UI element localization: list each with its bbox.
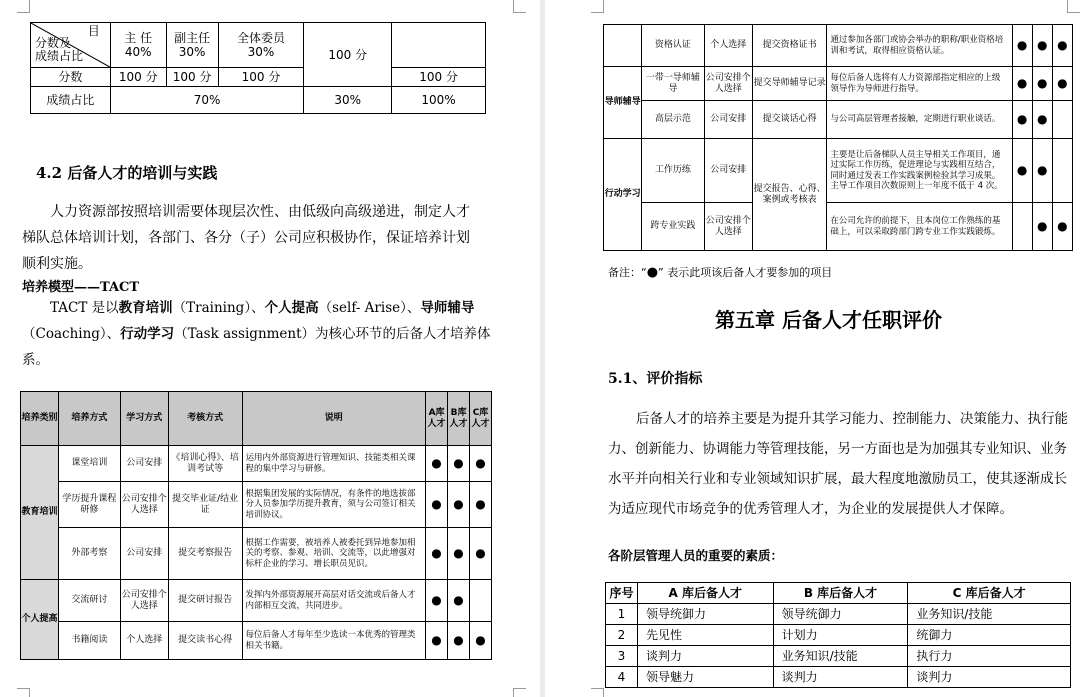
dot-cell: ●	[470, 622, 492, 660]
desc-cell: 通过参加各部门或协会举办的职称/职业资格培训和考试，取得相应资格认证。	[827, 25, 1012, 67]
table-row	[606, 667, 1071, 688]
bullet-dot-icon: ●	[646, 265, 659, 280]
header-cell: 说明	[242, 392, 426, 446]
header-cell: 学习方式	[120, 392, 168, 446]
header-cell: 副主任 30%	[166, 23, 218, 68]
dot-cell: ●	[448, 580, 470, 622]
table-row	[606, 604, 1071, 625]
crop-mark	[1067, 0, 1080, 13]
dot-cell: ●	[1052, 25, 1072, 67]
dot-cell: ●	[1032, 139, 1052, 203]
corner-bottom-label: 分数及 成绩占比	[35, 36, 84, 63]
learn-cell: 公司安排个人选择	[704, 203, 752, 251]
learn-cell: 公司安排个人选择	[704, 67, 752, 101]
crop-mark	[513, 688, 526, 697]
dot-cell: ●	[426, 482, 448, 528]
chapter-title: 第五章 后备人才任职评价	[715, 308, 942, 332]
method-cell: 资格认证	[642, 25, 704, 67]
learn-cell: 公司安排	[120, 528, 168, 580]
quality-cell: 谈判力	[637, 646, 773, 667]
quality-cell: 领导魅力	[637, 667, 773, 688]
category-cell	[604, 25, 642, 67]
assess-cell: 提交导师辅导记录	[752, 67, 826, 101]
dot-cell: ●	[448, 482, 470, 528]
learn-cell: 公司安排	[120, 446, 168, 482]
assess-cell: 提交研讨报告	[168, 580, 242, 622]
dot-cell: ●	[1052, 67, 1072, 101]
quality-cell: 领导统御力	[773, 604, 908, 625]
table-note: 备注：“●” 表示此项该后备人才要参加的项目	[608, 265, 833, 280]
desc-cell: 在公司允许的前提下，且本岗位工作熟练的基础上，可以采取跨部门跨专业工作实践锻炼。	[827, 203, 1012, 251]
ratio-merged-cell: 70%	[110, 87, 304, 114]
desc-cell: 根据工作需要，被培养人被委托到异地参加相关的考察、参观、培训、交流等，以此增强对标杆企业的学习、增长职员见识。	[242, 528, 426, 580]
quality-heading: 各阶层管理人员的重要的素质：	[608, 548, 784, 563]
quality-cell: 执行力	[908, 646, 1071, 667]
header-cell: B 库后备人才	[773, 583, 908, 604]
tact-training-table	[20, 391, 492, 660]
dot-cell: ●	[426, 528, 448, 580]
dot-cell: ●	[470, 446, 492, 482]
dot-cell	[1012, 203, 1032, 251]
index-cell: 1	[606, 604, 638, 625]
dot-cell: ●	[448, 528, 470, 580]
quality-cell: 统御力	[908, 625, 1071, 646]
right-document-page	[545, 0, 1080, 697]
dot-cell	[470, 580, 492, 622]
dot-cell	[1052, 139, 1072, 203]
score-cell: 100 分	[110, 68, 166, 87]
tact-intro-paragraph: TACT 是以教育培训（Training）、个人提高（self- Arise）、导师辅导（Coaching）、行动学习（Task assignment）为核心环节的后备人才培养体系。	[22, 300, 491, 368]
dot-cell: ●	[470, 528, 492, 580]
dot-cell: ●	[1032, 67, 1052, 101]
dot-cell: ●	[426, 622, 448, 660]
index-cell: 4	[606, 667, 638, 688]
corner-top-label: 目	[87, 24, 100, 38]
desc-cell: 主要是让后备梯队人员主导相关工作项目，通过实际工作历练，促进理论与实践相互结合，同时通过发表工作实践案例检验其学习成果。主导工作项目次数原则上一年度不低于 4 次。	[827, 139, 1012, 203]
crop-mark	[17, 688, 30, 697]
method-cell: 高层示范	[642, 101, 704, 139]
method-cell: 书籍阅读	[58, 622, 120, 660]
header-cell: 全体委员 30%	[218, 23, 304, 68]
assess-cell: 提交资格证书	[752, 25, 826, 67]
learn-cell: 个人选择	[704, 25, 752, 67]
header-cell: 考核方式	[168, 392, 242, 446]
category-cell: 行动学习	[604, 139, 642, 251]
dot-cell: ●	[1012, 67, 1032, 101]
header-cell: A 库后备人才	[637, 583, 773, 604]
method-cell: 交流研讨	[58, 580, 120, 622]
ratio-cell: 30%	[304, 87, 392, 114]
score-cell: 100 分	[218, 68, 304, 87]
dot-cell: ●	[1032, 203, 1052, 251]
method-cell: 课堂培训	[58, 446, 120, 482]
index-cell: 2	[606, 625, 638, 646]
method-cell: 一带一导师辅导	[642, 67, 704, 101]
crop-mark	[591, 688, 604, 697]
crop-mark	[513, 0, 526, 13]
quality-cell: 谈判力	[773, 667, 908, 688]
empty-cell	[392, 23, 486, 68]
method-cell: 跨专业实践	[642, 203, 704, 251]
crop-mark	[17, 0, 30, 13]
quality-cell: 业务知识/技能	[773, 646, 908, 667]
desc-cell: 每位后备人选将有人力资源部指定相应的上级领导作为导师进行指导。	[827, 67, 1012, 101]
learn-cell: 公司安排个人选择	[120, 482, 168, 528]
model-heading: 培养模型——TACT	[22, 280, 140, 295]
management-qualities-table	[605, 582, 1071, 688]
row-label: 成绩占比	[31, 87, 111, 114]
desc-cell: 发挥内外部资源展开高层对话交流或后备人才内部相互交流，共同进步。	[242, 580, 426, 622]
quality-cell: 计划力	[773, 625, 908, 646]
header-cell: 主 任 40%	[110, 23, 166, 68]
assess-cell: 提交谈话心得	[752, 101, 826, 139]
category-cell: 教育培训	[21, 446, 59, 580]
score-cell: 100 分	[166, 68, 218, 87]
assess-cell: 提交考察报告	[168, 528, 242, 580]
ratio-cell: 100%	[392, 87, 486, 114]
quality-cell: 谈判力	[908, 667, 1071, 688]
quality-cell: 先见性	[637, 625, 773, 646]
merged-score-cell: 100 分	[304, 23, 392, 87]
method-cell: 工作历练	[642, 139, 704, 203]
desc-cell: 运用内外部资源进行管理知识、技能类相关课程的集中学习与研修。	[242, 446, 426, 482]
dot-cell: ●	[1012, 139, 1032, 203]
body-paragraph: 人力资源部按照培训需要体现层次性、由低级向高级递进，制定人才梯队总体培训计划，各部门、各分（子）公司应积极协作，保证培养计划顺利实施。	[22, 204, 470, 272]
method-cell: 学历提升课程研修	[58, 482, 120, 528]
dot-cell: ●	[1012, 101, 1032, 139]
table-row	[606, 646, 1071, 667]
header-cell: C 库后备人才	[908, 583, 1071, 604]
category-cell: 导师辅导	[604, 67, 642, 139]
method-cell: 外部考察	[58, 528, 120, 580]
section-heading: 5.1、评价指标	[608, 371, 703, 387]
assess-cell: 提交报告、心得、案例或考核表	[752, 139, 826, 251]
crop-mark	[591, 0, 604, 13]
desc-cell: 与公司高层管理者接触，定期进行职业谈话。	[827, 101, 1012, 139]
learn-cell: 个人选择	[120, 622, 168, 660]
dot-cell: ●	[426, 580, 448, 622]
index-cell: 3	[606, 646, 638, 667]
dot-cell: ●	[470, 482, 492, 528]
assess-cell: 提交毕业证/结业证	[168, 482, 242, 528]
section-heading: 4.2 后备人才的培训与实践	[36, 164, 218, 182]
learn-cell: 公司安排	[704, 101, 752, 139]
dot-cell: ●	[426, 446, 448, 482]
dot-cell	[1052, 101, 1072, 139]
dot-cell: ●	[448, 622, 470, 660]
header-cell: C库人才	[470, 392, 492, 446]
assess-cell: 《培训心得》、培训考试等	[168, 446, 242, 482]
score-ratio-table	[30, 22, 486, 114]
header-cell: 培养类别	[21, 392, 59, 446]
table-row	[606, 625, 1071, 646]
row-label: 分数	[31, 68, 111, 87]
desc-cell: 根据集团发展的实际情况，有条件的地选拔部分人员参加学历提升教育，须与公司签订相关培训协议。	[242, 482, 426, 528]
quality-cell: 业务知识/技能	[908, 604, 1071, 625]
learn-cell: 公司安排	[704, 139, 752, 203]
quality-cell: 领导统御力	[637, 604, 773, 625]
header-cell: A库人才	[426, 392, 448, 446]
desc-cell: 每位后备人才每年至少选读一本优秀的管理类相关书籍。	[242, 622, 426, 660]
assess-cell: 提交读书心得	[168, 622, 242, 660]
diagonal-header-cell	[31, 23, 111, 68]
dot-cell: ●	[1012, 25, 1032, 67]
dot-cell: ●	[1032, 25, 1052, 67]
dot-cell: ●	[448, 446, 470, 482]
header-cell: 序号	[606, 583, 638, 604]
tact-training-table-continued	[603, 24, 1073, 251]
category-cell: 个人提高	[21, 580, 59, 660]
header-cell: 培养方式	[58, 392, 120, 446]
dot-cell: ●	[1052, 203, 1072, 251]
body-paragraph: 后备人才的培养主要是为提升其学习能力、控制能力、决策能力、执行能力、创新能力、协调能力等管理技能，另一方面也是为加强其专业知识、业务水平并向相关行业和专业领域知识扩展，最大程度地激励员工，使其逐渐成长为适应现代市场竞争的优秀管理人才，为企业的发展提供人才保障。	[608, 411, 1068, 517]
dot-cell: ●	[1032, 101, 1052, 139]
score-cell: 100 分	[392, 68, 486, 87]
header-cell: B库人才	[448, 392, 470, 446]
learn-cell: 公司安排个人选择	[120, 580, 168, 622]
